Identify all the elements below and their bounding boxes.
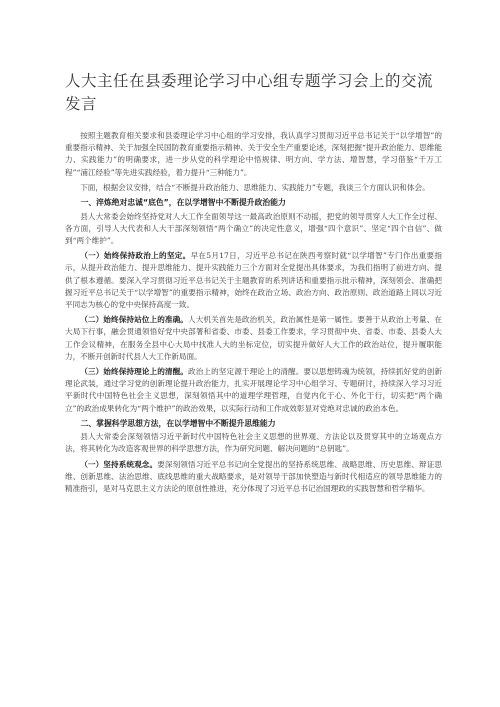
body-paragraph: 下面，根据会议安排，结合“不断提升政治能力、思维能力、实践能力”专题，我谈三个方面认识和体会。 xyxy=(80,182,430,192)
subsection-text: 人大机关首先是政治机关，政治属性是第一属性。要善于从政治上考量、在大局下行事，融会贯通领悟好党中央部署和省委、市委、县委工作要求，学习贯彻中央、省委、市委、县委人大工作会议精神，在服务全县中心大局中找准人大的坐标定位，切实提升做好人大工作的政治站位，提升履职能力，不断开创新时代县人大工作新局面。 xyxy=(65,315,443,361)
document-body xyxy=(65,130,442,495)
subsection-paragraph xyxy=(65,459,442,496)
body-paragraph: 县人大常委会始终坚持党对人大工作全面领导这一最高政治原则不动摇，把党的领导贯穿人大工作全过程、各方面，引导人大代表和人大干部深刻领悟“两个确立”的决定性意义，增强“四个意识”、坚定“四个自信”、做到“两个维护”。 xyxy=(65,211,442,245)
subsection-paragraph xyxy=(65,250,442,311)
body-paragraph: 县人大常委会深刻领悟习近平新时代中国特色社会主义思想的世界观、方法论以及贯穿其中的立场观点方法，将其转化为改造客观世界的科学思想方法，作为研究问题、解决问题的“总钥匙”。 xyxy=(65,432,442,454)
section-heading: 一、淬炼绝对忠诚“底色”，在以学增智中不断提升政治能力 xyxy=(80,198,286,208)
subsection-paragraph xyxy=(65,314,442,363)
subsection-lead: （一）坚持系统观念。 xyxy=(80,459,158,469)
document-title: 人大主任在县委理论学习中心组专题学习会上的交流发言 xyxy=(65,72,434,113)
subsection-lead: （一）始终保持政治上的坚定。 xyxy=(80,251,191,261)
subsection-text: 要深刻领悟习近平总书记向全党提出的坚持系统思维、战略思维、历史思维、辩证思维、创新思维、法治思维、底线思维的重大战略要求，是对领导干部加快塑造与新时代相适应的领导思维能力的精准指引，是对马克思主义方法论的原创性推进，充分体现了习近平总书记治国理政的实践智慧和哲学精华。 xyxy=(65,459,443,494)
body-paragraph: 按照主题教育相关要求和县委理论学习中心组的学习安排，我认真学习贯彻习近平总书记关于“以学增智”的重要指示精神、关于加强全民国防教育重要指示精神、关于安全生产重要论述，深刻把握“提升政治能力、思维能力、实践能力”的明确要求，进一步从党的科学理论中悟规律、明方向、学方法、增智慧，学习借鉴“千万工程”“浦江经验”等先进实践经验，着力提升“三种能力”。 xyxy=(65,131,442,177)
subsection-paragraph xyxy=(65,366,442,415)
subsection-lead: （二）始终保持站位上的准确。 xyxy=(80,315,188,325)
section-heading: 二、掌握科学思想方法，在以学增智中不断提升思维能力 xyxy=(80,418,276,428)
subsection-lead: （三）始终保持理论上的清醒。 xyxy=(80,366,188,376)
subsection-text: 政治上的坚定源于理论上的清醒。要以思想铸魂为统领，持续抓好党的创新理论武装，通过学习党的创新理论提升政治能力，扎实开展理论学习中心组学习、专题研讨，持续深入学习习近平新时代中国特色社会主义思想，深刻领悟其中的道理学理哲理，自觉内化于心、外化于行，切实把“两个确立”的政治成果转化为“两个维护”的政治效果，以实际行动和工作成效彰显对党绝对忠诚的政治本色。 xyxy=(65,366,443,413)
subsection-text: 早在5月17日，习近平总书记在陕西考察时就“以学增智”专门作出重要指示，从提升政治能力、提升思维能力、提升实践能力三个方面对全党提出具体要求，为我们指明了前进方向、提供了根本遵循。要深入学习贯彻习近平总书记关于主题教育的系列讲话和重要指示批示精神，深刻领会、准确把握习近平总书记关于“以学增智”的重要指示精神，始终在政治立场、政治方向、政治原则、政治道路上同以习近平同志为核心的党中央保持高度一致。 xyxy=(65,251,442,309)
